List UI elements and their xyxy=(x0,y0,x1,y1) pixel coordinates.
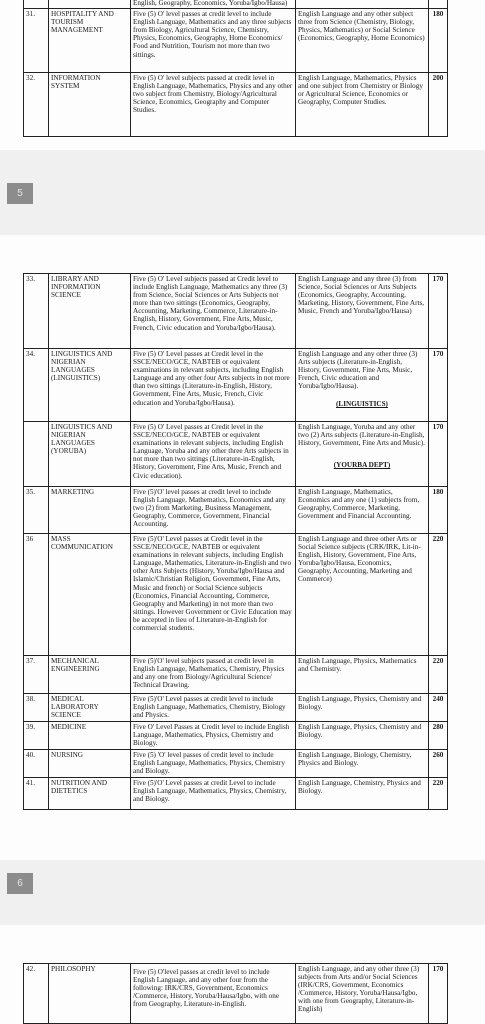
cutoff-score: 170 xyxy=(429,422,448,487)
course-name: NURSING xyxy=(49,750,131,778)
utme-subjects: English Language, Mathematics, Physics and one subject from Chemistry or Biology or Agricultural Science, Economics or Geography, Computer Studies. xyxy=(296,73,429,137)
entry-requirement: Five (5) O' level passes at credit level to include English Language, Mathematics and any three subjects from Biology, Agricultural Science, Chemistry, Physics, Economics, Geography, Home Economics/ Food and Nutrition, Tourism not more than two sittings. xyxy=(131,9,296,73)
requirement-fragment: English, Geography, Economics, Yoruba/Igbo/Hausa) xyxy=(131,0,296,9)
entry-requirement: Five (5) O' Level passes at Credit level in the SSCE/NECO/GCE, NABTEB or equivalent examinations in relevant subjects, including English Language, Yoruba and any other three Arts subjects in not more than two sittings (Literature-in-English, History, Government, Fine Arts, Music, French and Civic education). xyxy=(131,422,296,487)
entry-requirement: Five (5)'O' Level passes at credit level to include English Language, Mathematics, Chemistry, Biology and Physics. xyxy=(131,694,296,722)
page-top xyxy=(0,0,485,150)
table-row xyxy=(24,274,448,349)
row-number: 34. xyxy=(24,349,49,422)
entry-requirement: Five O' Level Passes at Credit level to include English Language, Mathematics, Physics, Chemistry and Biology. xyxy=(131,722,296,750)
table-row xyxy=(24,349,448,422)
row-number: 32. xyxy=(24,73,49,137)
course-name: LINGUISTICS AND NIGERIAN LANGUAGES (LINGUISTICS) xyxy=(49,349,131,422)
cutoff-score: 170 xyxy=(429,964,448,1024)
course-name: INFORMATION SYSTEM xyxy=(49,73,131,137)
row-number: 33. xyxy=(24,274,49,349)
utme-subjects xyxy=(296,422,429,487)
table-row xyxy=(24,694,448,722)
cutoff-score: 240 xyxy=(429,694,448,722)
utme-subjects: English Language and three other Arts or Social Science subjects (CRK/IRK, Lit-in- English, History, Government, Fine Arts, Yoruba/Igbo/Hausa, Economics, Geography, Accounting, Marketing and Commerce) xyxy=(296,534,429,656)
course-name: MASS COMMUNICATION xyxy=(49,534,131,656)
utme-subjects: English Language, Chemistry, Physics and Biology. xyxy=(296,778,429,810)
courses-table-top xyxy=(23,0,448,137)
utme-subjects: English Language, and any other three (3) subjects from Arts and/or Social Sciences (IRK/CRS, Government, Economics /Commerce, History, Yoruba/Hausa/Igbo, with one from Geography, Literature-in-English) xyxy=(296,964,429,1024)
entry-requirement: Five (5) O' level subjects passed at credit level in English Language, Mathematics, Physics and any other two subject from Chemistry, Biology/Agricultural Science, Economics, Geography and Computer Studies. xyxy=(131,73,296,137)
table-row xyxy=(24,750,448,778)
cutoff-score: 260 xyxy=(429,750,448,778)
utme-subjects: English Language, Physics, Mathematics and Chemistry. xyxy=(296,656,429,694)
utme-subjects: English Language, Mathematics, Economics and any one (1) subjects from, Geography, Commerce, Marketing, Government and Financial Accounting. xyxy=(296,487,429,534)
cutoff-score: 180 xyxy=(429,9,448,73)
page-middle xyxy=(0,235,485,860)
course-name: PHILOSOPHY xyxy=(49,964,131,1024)
cutoff-score: 200 xyxy=(429,73,448,137)
department-label: (YOURBA DEPT) xyxy=(333,461,391,470)
course-name: NUTRITION AND DIETETICS xyxy=(49,778,131,810)
table-row xyxy=(24,964,448,1024)
utme-subjects-text: English Language and any other three (3) Arts subjects (Literature-in-English, History, Government, Fine Arts, Music, French, Civic education and Yoruba/Igbo/Hausa). xyxy=(298,350,418,391)
cutoff-score: 180 xyxy=(429,487,448,534)
row-number: 35. xyxy=(24,487,49,534)
row-number: 40. xyxy=(24,750,49,778)
table-row xyxy=(24,656,448,694)
course-name: MARKETING xyxy=(49,487,131,534)
course-name: HOSPITALITY AND TOURISM MANAGEMENT xyxy=(49,9,131,73)
cutoff-score: 220 xyxy=(429,656,448,694)
utme-subjects: English Language and any three (3) from Science, Social Sciences or Arts Subjects (Economics, Geography, Accounting, Marketing, History, Government, Fine Arts, Music, French and Yoruba/Igbo/Hausa) xyxy=(296,274,429,349)
entry-requirement: Five (5) 'O' level passes of credit level to include English Language, Mathematics, Physics, Chemistry and Biology. xyxy=(131,750,296,778)
department-label: (LINGUISTICS) xyxy=(336,400,388,409)
entry-requirement: Five (5)'O' Level passes at credit Level to include English Language, Mathematics, Physics, Chemistry, and Biology. xyxy=(131,778,296,810)
page-number-badge: 5 xyxy=(7,183,33,204)
entry-requirement: Five (5)'O' Level passes at Credit level in the SSCE/NECO/GCE, NABTEB or equivalent examinations in relevant subjects, including English Language, Mathematics, Literature-in-English and two other Arts Subjects (History, Yoruba/Igbo/Hausa and Islamic/Christian Religion, Government, Fine Arts, Music and french) or Social Science subjects (Economics, Financial Accounting, Commerce, Geography and Marketing) in not more than two sittings. However Government or Civic Education may be accepted in lieu of Literature-in-English for commercial students. xyxy=(131,534,296,656)
entry-requirement: Five (5)'O' level passes at credit level to include English Language, Mathematics, Economics and any two (2) from Marketing, Business Management, Geography, Commerce, Government, Financial Accounting. xyxy=(131,487,296,534)
utme-subjects xyxy=(296,349,429,422)
course-name: LINGUISTICS AND NIGERIAN LANGUAGES (YORUBA) xyxy=(49,422,131,487)
cutoff-score: 170 xyxy=(429,349,448,422)
row-number xyxy=(24,422,49,487)
courses-table-bottom xyxy=(23,963,448,1024)
table-row xyxy=(24,9,448,73)
entry-requirement: Five (5) O'level passes at credit level to include English Language, and any other four from the following: IRK/CRS, Government, Economics /Commerce, History, Yoruba/Hausa/Igbo, with one from Geography, Literature-in-English. xyxy=(131,964,296,1024)
table-row xyxy=(24,534,448,656)
utme-subjects-text: English Language, Yoruba and any other two (2) Arts subjects (Literature-in-English, History, Government, Fine Arts and Music). xyxy=(298,423,425,448)
utme-subjects: English Language, Biology, Chemistry, Physics and Biology. xyxy=(296,750,429,778)
utme-subjects: English Language, Physics, Chemistry and Biology. xyxy=(296,694,429,722)
row-number: 36 xyxy=(24,534,49,656)
cutoff-score: 220 xyxy=(429,778,448,810)
row-number: 37. xyxy=(24,656,49,694)
cutoff-score: 170 xyxy=(429,274,448,349)
row-number: 38. xyxy=(24,694,49,722)
utme-subjects: English Language and any other subject three from Science (Chemistry, Biology, Physics, Mathematics) or Social Science (Economics, Geography, Home Economics) xyxy=(296,9,429,73)
table-row xyxy=(24,0,448,9)
page-number-badge: 6 xyxy=(7,873,33,894)
course-name: LIBRARY AND INFORMATION SCIENCE xyxy=(49,274,131,349)
row-number: 41. xyxy=(24,778,49,810)
course-name: MECHANICAL ENGINEERING xyxy=(49,656,131,694)
cutoff-score: 280 xyxy=(429,722,448,750)
course-name: MEDICAL LABORATORY SCIENCE xyxy=(49,694,131,722)
row-number: 31. xyxy=(24,9,49,73)
cutoff-score: 220 xyxy=(429,534,448,656)
table-row xyxy=(24,722,448,750)
entry-requirement: Five (5)'O' level subjects passed at credit level in English Language, Mathematics, Chemistry, Physics and any one from Biology/Agricultural Science/ Technical Drawing. xyxy=(131,656,296,694)
entry-requirement: Five (5) O' Level passes at Credit level in the SSCE/NECO/GCE, NABTEB or equivalent examinations in relevant subjects, including English Language and any other four Arts subjects in not more than two sittings (Literature-in-English, History, Government, Fine Arts, Music, French, Civic education and Yoruba/Igbo/Hausa). xyxy=(131,349,296,422)
courses-table-middle xyxy=(23,273,448,810)
row-number: 39. xyxy=(24,722,49,750)
page-bottom xyxy=(0,925,485,1024)
course-name: MEDICINE xyxy=(49,722,131,750)
table-row xyxy=(24,778,448,810)
table-row xyxy=(24,487,448,534)
row-number: 42. xyxy=(24,964,49,1024)
utme-subjects: English Language, Physics, Chemistry and Biology. xyxy=(296,722,429,750)
table-row xyxy=(24,73,448,137)
table-row xyxy=(24,422,448,487)
entry-requirement: Five (5) O' Level subjects passed at Credit level to include English Language, Mathematics any three (3) from Science, Social Sciences or Arts Subjects not more than two sittings (Economics, Geography, Accounting, Marketing, Commerce, Literature-in-English, History, Government, Fine Arts, Music, French, Civic education and Yoruba/Igbo/Hausa). xyxy=(131,274,296,349)
